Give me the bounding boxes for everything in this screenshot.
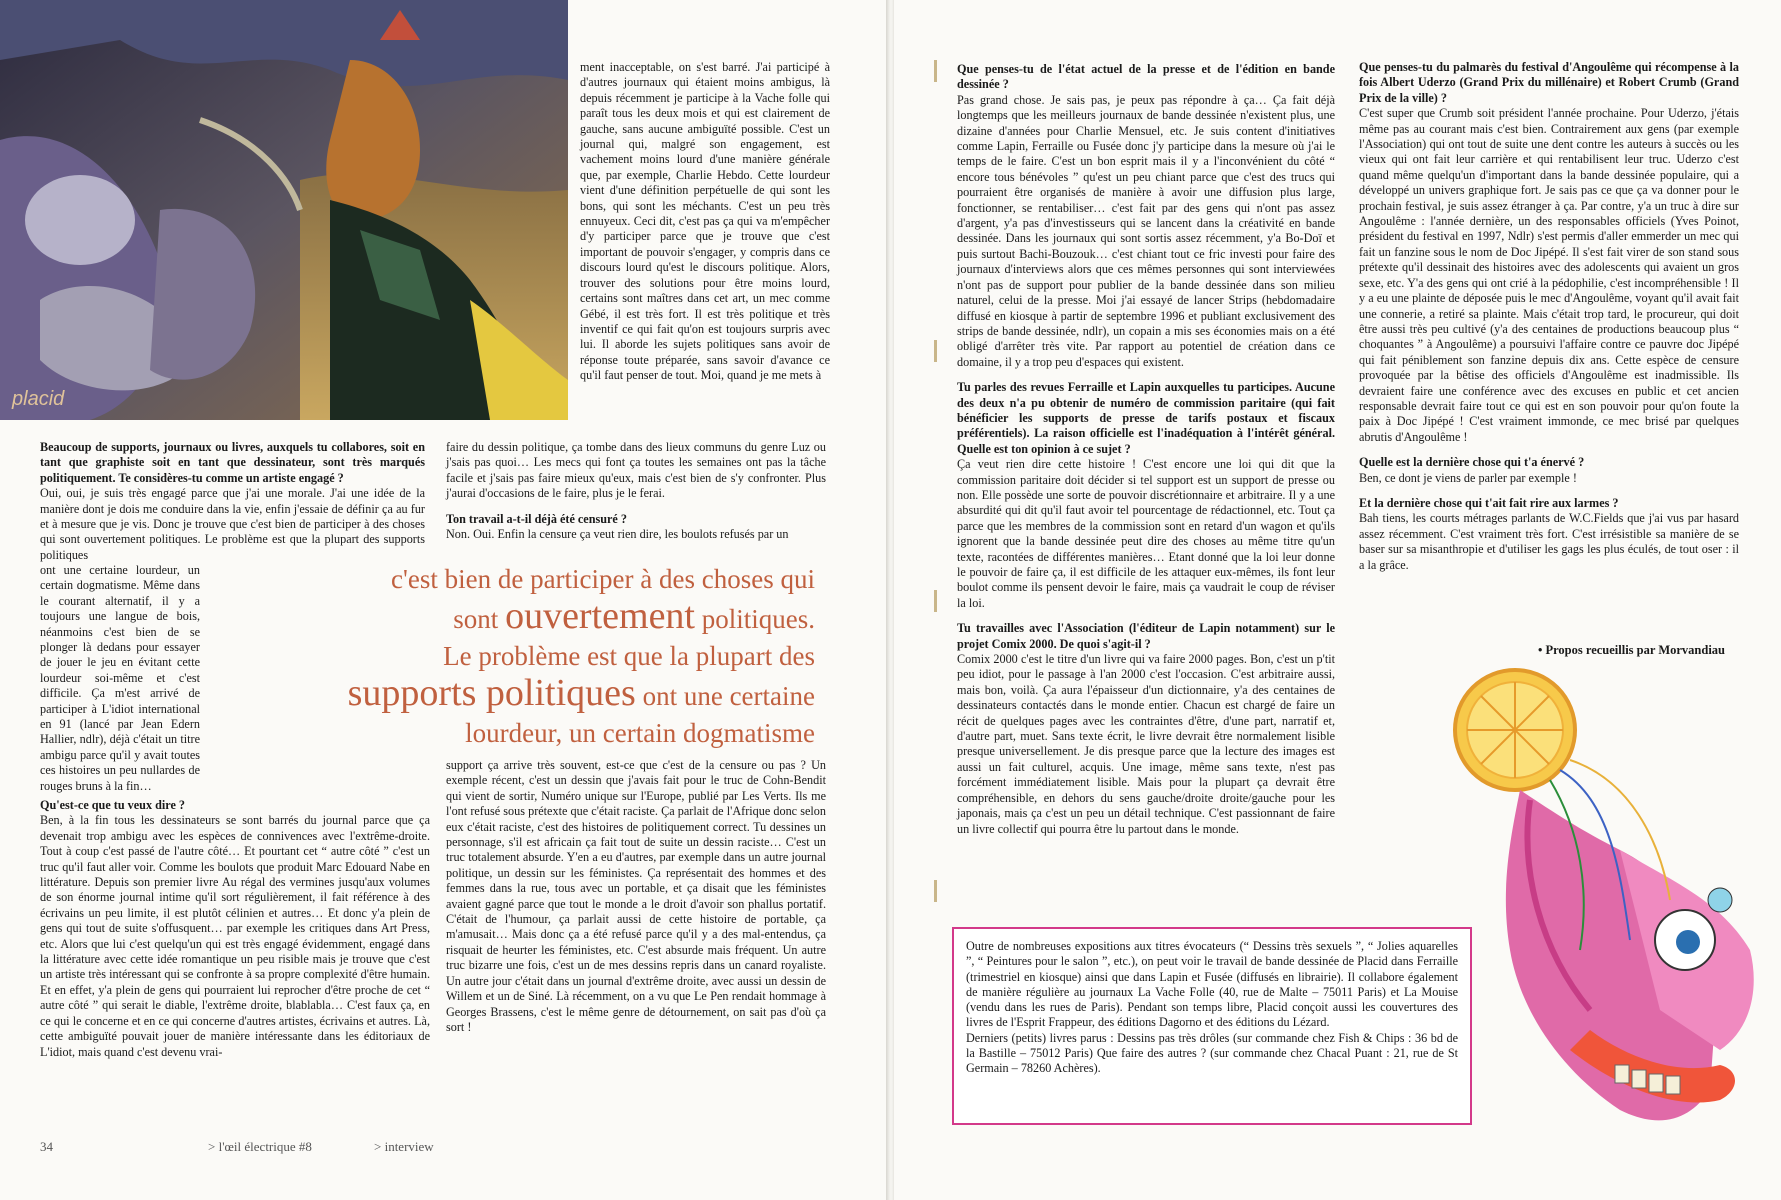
question: Tu travailles avec l'Association (l'éditeur de Lapin notamment) sur le projet Comix 2000. De quoi s'agit-il ? [957, 621, 1335, 651]
question: Que penses-tu du palmarès du festival d'Angoulême qui récompense à la fois Albert Uderzo (Grand Prix du millénaire) et Robert Crumb (Grand Prix de la ville) ? [1359, 60, 1739, 105]
answer: Non. Oui. Enfin la censure ça veut rien dire, les boulots refusés par un [446, 527, 789, 542]
info-box: Outre de nombreuses expositions aux titres évocateurs (“ Dessins très sexuels ”, “ Jolies aquarelles ”, “ Peintures pour le salon ”, etc.), on peut voir le travail de bande dessinée de Placid dans Ferraille (trimestriel en kiosque) ainsi que dans Lapin et Fusée (diffusés en librairie). Il collabore également de manière régulière au journaux La Vache Folle (40, rue de Malte – 75011 Paris) et La Mouise (vendu dans les rues de Paris). Pendant son temps libre, Placid conçoit aussi les couvertures des livres de l'Esprit Frappeur, des éditions Dagorno et des éditions du Lézard. Derniers (petits) livres parus : Dessins pas très drôles (sur commande chez Fish & Chips : 36 bd de la Bastille – 75012 Paris) Que faire des autres ? (sur commande chez Chacal Puant : 21, rue de St Germain – 78260 Achères). [952, 927, 1472, 1125]
answer: Ben, à la fin tous les dessinateurs se sont barrés du journal parce que ça devenait trop ambigu avec les espèces de connivences avec l'extrême-droite. Tout à coup c'est passé de l'autre côté… Et pourtant cet “ autre côté ” c'est un truc qu'il faut aller voir. Comme les boulots que produit Marc Edouard Nabe en littérature. Depuis son premier livre Au régal des vermines jusqu'aux volumes de son énorme journal intime qu'il sort régulièrement, il fait référence à des écrivains un peu limite, il est plutôt célinien et autres… Et donc y'a plein de gens qui tout de suite s'offusquent… par exemple les critiques dans Art Press, etc. Alors que lui c'est quelqu'un qui est très engagé évidemment, engagé dans la littérature avec cette idée romantique un peu risible mais je trouve que c'est un artiste très intéressant qui se confronte à sa propre complexité d'être humain. Et en effet, y'a plein de gens qui pourraient lui reprocher d'être proche de cet “ autre côté ” qui serait le diable, l'extrême droite, blablabla… C'est faux ça, en ce qui le concerne et en ce qui concerne d'autres artistes, écrivains et autres. Là, cette ambiguïté pouvait jouer de manière intéressante dans les éditoriaux de L'idiot, mais quand c'est devenu vrai- [40, 813, 430, 1059]
question: Quelle est la dernière chose qui t'a énervé ? [1359, 455, 1585, 470]
question: Qu'est-ce que tu veux dire ? [40, 798, 186, 812]
page-number: 34 [40, 1139, 53, 1154]
column-2-bottom: support ça arrive très souvent, est-ce que c'est de la censure ou pas ? Un exemple récent, c'est un dessin que j'avais fait pour le truc de Cohn-Bendit qui vient de sortir, Numéro unique sur l'Europe, publié par Les Verts. Ils me l'ont refusé sous prétexte que c'était raciste. Ça parlait de l'Afrique donc selon eux c'était raciste, c'est des histoires de politiquement correct. Tu dessines un personnage, s'il est africain ça fait tout de suite un dessin raciste… C'est un truc totalement absurde. Y'en a eu d'autres, par exemple dans un autre journal politique, un dessin sur les féministes. Ça représentait des hommes et des femmes dans la rue, tous avec un portable, et ça disait que les féministes avaient gagné parce que tout le monde a le droit d'avoir son phallus portatif. C'était de l'humour, ça parlait aussi de cette histoire de portable, ça m'amusait… Mais donc ça a été refusé parce qu'il y a des mal-entendus, ça risquait de heurter les féministes, etc. C'est absurde mais fréquent. Un autre truc bizarre une fois, c'est un de mes dessins repris dans un canard royaliste. Un autre jour c'était dans un journal d'extrême droite, avec aussi un dessin de Willem et un de Siné. Là récemment, on a vu que Le Pen rendait hommage à Georges Brassens, c'est le même genre de détournement, on sait pas d'où ça sort ! [446, 758, 826, 1034]
column-1-narrow: ont une certaine lourdeur, un certain dogmatisme. Même dans le courant alternatif, il y a toujours une langue de bois, néanmoins c'est bien de se plonger là dedans pour essayer de jouer le jeu en évitant cette lourdeur soi-même et c'est difficile. Ça m'est arrivé de participer à L'idiot international en 91 (lancé par Jean Edern Hallier, ndlr), déjà c'était un titre ambigu parce qu'il y avait toutes ces histoires un peu nullardes de rouges bruns à la fin… [40, 563, 200, 793]
column-3 [957, 62, 1335, 837]
answer: Ça veut rien dire cette histoire ! C'est encore une loi qui dit que la commission paritaire doit décider si tel support est un support de presse ou non. Elle possède une sorte de pouvoir discrétionnaire et arbitraire. Il y a une absurdité qui dit qu'il faut avoir tel pourcentage de rédactionnel, etc. Tout ça parce que les membres de la commission sont en retard d'un wagon et qu'ils ignorent que la bande dessinée peut dire des choses au même titre qu'un texte, racontées de différentes manières… Etant donné que la loi leur donne le pouvoir de faire ça, il est difficile de les attaquer eux-mêmes, ils font leur boulot comme ils pensent devoir le faire, mais ça vaudrait le coup de réviser la loi. [957, 457, 1335, 610]
question: Tu parles des revues Ferraille et Lapin auxquelles tu participes. Aucune des deux n'a pu obtenir de numéro de commission paritaire (qui fait bénéficier les supports de presse de tarifs postaux et fiscaux préférentiels). La raison officielle est l'inadéquation à l'intérêt général. Quelle est ton opinion à ce sujet ? [957, 380, 1335, 456]
question: Que penses-tu de l'état actuel de la presse et de l'édition en bande dessinée ? [957, 62, 1335, 92]
pencil-mark [934, 590, 937, 612]
interview-credit: • Propos recueillis par Morvandiau [1537, 643, 1725, 657]
question: Ton travail a-t-il déjà été censuré ? [446, 511, 627, 526]
answer: Bah tiens, les courts métrages parlants de W.C.Fields que j'ai vus par hasard assez récemment. C'est vraiment très fort. C'est irrésistible sa manière de se baser sur sa misanthropie et d'utiliser les gags les plus éculés, de tout oser : il a la grâce. [1359, 511, 1739, 572]
answer: Ben, ce dont je viens de parler par exemple ! [1359, 470, 1577, 485]
answer: C'est super que Crumb soit président l'année prochaine. Pour Uderzo, j'étais même pas au courant mais c'est bien. Contrairement aux gens (par exemple l'Association) qui ont tout de suite une dent contre les auteurs à succès ou les vieux qui ont fait leur carrière et qui rentabilisent leur truc. Uderzo c'est quand même quelqu'un d'important dans la bande dessinée populaire, qui a développé un univers graphique fort. Je sais pas ce que ça va donner pour le prochain festival, je suis assez étranger à ça. Par contre, y'a un truc à dire sur Angoulême : l'année dernière, un des responsables officiels (Yves Poinot, président du festival en 1997, Ndlr) s'est permis d'aller emmerder un mec qui fait un fanzine sous le nom de Doc Jipépé. Il s'est fait virer de son stand sous prétexte qu'il dessinait des histoires avec des adolescents qui avaient un gros sexe, etc. Y'a des gens qui ont crié à la pédophilie, c'est incompréhensible ! Il y a eu une plainte de déposée puis le mec d'Angoulême, voyant qu'il avait fait une connerie, a retiré sa plainte. Mais c'était trop tard, le procureur, qui doit être aussi très peu cultivé (y'a des centaines de productions beaucoup plus “ choquantes ” à Angoulême) a poursuivi l'affaire contre ce pauvre doc Jipépé qui fait péniblement son fanzine depuis dix ans. Cette espèce de censure provoquée par la bêtise des officiels d'Angoulême est inadmissible. Ils devraient faire une conférence avec des excuses en public et cet ancien responsable devrait faire tout ce qui est en son pouvoir pour qu'on foute la paix à Doc Jipépé ! C'est vraiment immonde, ce mec brisé par quelques abrutis d'Angoulême ! [1359, 106, 1739, 444]
question: Et la dernière chose qui t'ait fait rire aux larmes ? [1359, 495, 1619, 510]
column-1-top [40, 440, 425, 563]
left-page [0, 0, 888, 1200]
answer: Oui, oui, je suis très engagé parce que j'ai une morale. J'ai une idée de la manière dont je dois me conduire dans la vie, enfin j'essaie de définir ça au fur et à mesure que je vis. Donc je trouve que c'est bien de participer à des choses qui sont ouvertement politiques. Le problème est que la plupart des supports politiques [40, 486, 425, 562]
pencil-mark [934, 60, 937, 82]
question: Beaucoup de supports, journaux ou livres, auxquels tu collabores, soit en tant que graphiste soit en tant que dessinateur, sont très marqués politiquement. Te considères-tu comme un artiste engagé ? [40, 440, 425, 485]
answer: Pas grand chose. Je sais pas, je peux pas répondre à ça… Ça fait déjà longtemps que les meilleurs journaux de bande dessinée n'existent plus, une dizaine d'années pour Charlie Mensuel, etc. Je suis content d'initiatives comme Lapin, Ferraille ou Fusée donc j'y participe dans la mesure où j'ai le temps de le faire. C'est un bon esprit mais il y a l'inconvénient du côté “ encore tous bénévoles ” qu'est un peu chiant parce que c'est des trucs qui pourraient être organisés de manière à avoir une diffusion plus large, fonctionner, se rentabiliser… c'est fait par des gens qui n'ont pas assez d'argent, y'a pas d'investisseurs qui se lancent dans la créativité en bande dessinée. Dans les journaux qui sont sortis assez récemment, y'a Bo-Doï et puis surtout Bachi-Bouzouk… c'est chiant tout ce fric investi pour faire des journaux d'interviews alors que ces mêmes personnes qui sont interviewées n'ont pas de support pour publier de la bande dessinée dans son milieu naturel, celui de la presse. Moi j'ai essayé de lancer Strips (hebdomadaire diffusé en kiosque à partir de septembre 1996 et publiant exclusivement des strips de bande dessinée, ndlr), un copain a mis ses économies mais on a été obligé d'arrêter très vite. Par rapport au potentiel de création dans ce domaine, il y a trop peu d'espaces qui existent. [957, 92, 1335, 369]
answer: faire du dessin politique, ça tombe dans des lieux communs du genre Luz ou j'sais pas quoi… Les mecs qui font ça toutes les semaines ont pas la tâche facile et j'sais pas faire mieux qu'eux, mais c'est bien de s'y confronter. Plus j'aurai d'occasions de le faire, plus je le ferai. [446, 440, 826, 501]
pencil-mark [934, 880, 937, 902]
painting-signature: placid [12, 388, 65, 410]
section-name: > interview [374, 1139, 434, 1154]
pencil-mark [934, 340, 937, 362]
pull-quote: c'est bien de participer à des choses qui sont ouvertement politiques. Le problème est que la plupart des supports politiques ont une certaine lourdeur, un certain dogmatisme [347, 564, 815, 748]
column-1-bottom [40, 798, 430, 1060]
magazine-name: > l'œil électrique #8 [208, 1139, 312, 1154]
character-illustration [1420, 650, 1760, 1170]
answer: Comix 2000 c'est le titre d'un livre qui va faire 2000 pages. Bon, c'est un p'tit peu idiot, pour le passage à l'an 2000 c'est l'occasion. C'est arbitraire aussi, mais bon, voilà. Ça aura l'épaisseur d'un dictionnaire, y'a des centaines de dessinateurs contactés dans le monde entier. Chacun est chargé de faire un récit de quelques pages avec les contraintes d'être, d'une part, narratif et, d'autre part, muet. Sans texte écrit, le livre devrait être normalement lisible presque universellement. Je dis presque parce que la lecture des images est aussi un fait culturel, acquis. Une image, même sans texte, n'est pas forcément immédiatement lisible. Mais pour la plupart ça devrait être compréhensible, en dehors du sens gauche/droite droite/gauche pour les japonais, mais ça c'est un peu un détail technique. C'est passionnant de faire un livre collectif qui pourra être lu partout dans le monde. [957, 652, 1335, 836]
column-2-mid [446, 440, 826, 542]
illustration-painting [0, 0, 568, 420]
column-4 [1359, 60, 1739, 573]
column-2-top: ment inacceptable, on s'est barré. J'ai participé à d'autres journaux qui étaient moins ambigus, là depuis récemment je participe à la Vache folle qui paraît tous les deux mois et qui est clairement de gauche, sans aucune ambiguïté possible. C'est un journal qui, malgré son engagement, est vachement moins lourd d'une manière générale que, par exemple, Charlie Hebdo. Cette lourdeur vient d'une définition perpétuelle de qui sont les bons, qui sont les méchants. C'est un peu très ennuyeux. Ceci dit, c'est pas ça qui va m'empêcher d'y participer parce que je trouve que c'est important de pouvoir s'engager, y compris dans ce discours lourd qu'est le discours politique. Alors, trouver des solutions pour être moins lourd, certains sont maîtres dans cet art, un mec comme Gébé, il est très fort. Il est très politique et très inventif ce qui fait qu'on est toujours surpris avec lui. Il aborde les sujets politiques sans avoir de réponse toute préparée, sans savoir d'avance ce qu'il faut penser de tout. Moi, quand je me mets à [580, 60, 830, 383]
